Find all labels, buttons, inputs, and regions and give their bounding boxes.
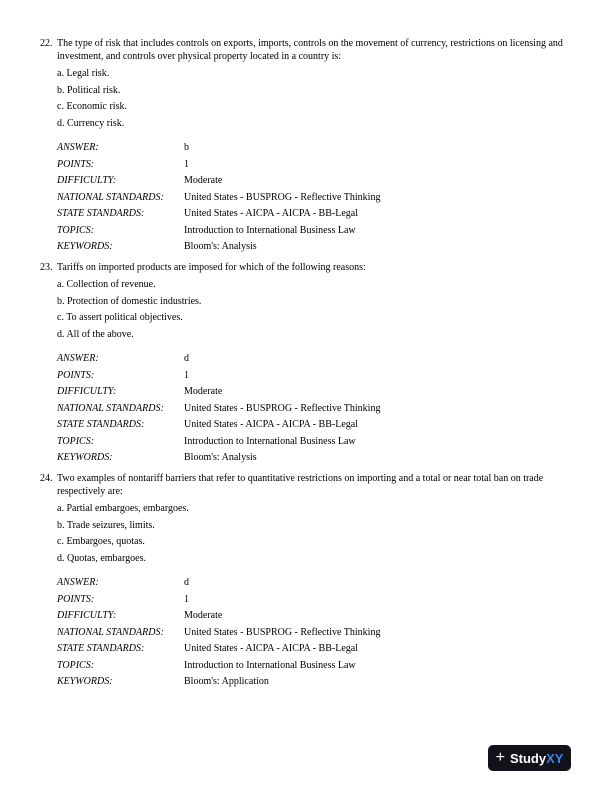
question-text: The type of risk that includes controls on exports, imports, controls on the movement of currency, restrictions on licensing and investment, and controls over physical property located in a country is: xyxy=(57,38,563,62)
meta-value: Introduction to International Business Law xyxy=(184,659,356,671)
question-number: 23. xyxy=(40,262,53,273)
option-d: d. Quotas, embargoes. xyxy=(57,552,146,564)
meta-value: d xyxy=(184,353,189,364)
question-24 xyxy=(40,472,580,691)
option-a: a. Partial embargoes, embargoes. xyxy=(57,503,189,514)
meta-value: Introduction to International Business Law xyxy=(184,224,356,236)
meta-label: DIFFICULTY: xyxy=(57,175,117,186)
metadata-table xyxy=(57,575,580,691)
question-number: 24. xyxy=(40,473,53,484)
meta-value: United States - BUSPROG - Reflective Thinking xyxy=(184,626,381,638)
option-a: a. Collection of revenue. xyxy=(57,279,156,290)
metadata-table xyxy=(57,140,580,256)
question-stem xyxy=(40,472,580,498)
meta-label: POINTS: xyxy=(57,369,95,381)
option-b: b. Protection of domestic industries. xyxy=(57,295,202,307)
meta-value: Bloom's: Application xyxy=(184,676,269,687)
question-text: Tariffs on imported products are imposed for which of the following reasons: xyxy=(57,262,366,273)
question-number: 22. xyxy=(40,38,53,49)
meta-row-topics xyxy=(57,434,580,451)
meta-row-points xyxy=(57,592,580,609)
meta-row-keywords xyxy=(57,239,580,256)
logo-wordmark xyxy=(510,751,563,766)
meta-label: ANSWER: xyxy=(57,142,99,153)
meta-row-state-standards xyxy=(57,641,580,658)
meta-label: KEYWORDS: xyxy=(57,676,113,687)
meta-value: Bloom's: Analysis xyxy=(184,241,257,252)
meta-value: United States - BUSPROG - Reflective Thinking xyxy=(184,191,381,203)
meta-row-national-standards xyxy=(57,190,580,207)
meta-value: 1 xyxy=(184,593,189,605)
meta-value: Moderate xyxy=(184,386,223,397)
option-c: c. To assert political objectives. xyxy=(57,312,183,323)
metadata-table xyxy=(57,351,580,467)
meta-label: NATIONAL STANDARDS: xyxy=(57,402,164,414)
meta-label: NATIONAL STANDARDS: xyxy=(57,626,164,638)
meta-row-answer xyxy=(57,140,580,157)
meta-row-difficulty xyxy=(57,608,580,625)
options-list xyxy=(57,66,580,132)
option-c: c. Embargoes, quotas. xyxy=(57,536,145,547)
meta-row-points xyxy=(57,368,580,385)
meta-row-answer xyxy=(57,575,580,592)
meta-row-keywords xyxy=(57,450,580,467)
option-c: c. Economic risk. xyxy=(57,101,127,112)
meta-row-answer xyxy=(57,351,580,368)
meta-value: 1 xyxy=(184,158,189,170)
meta-value: United States - AICPA - AICPA - BB-Legal xyxy=(184,208,358,219)
meta-label: DIFFICULTY: xyxy=(57,610,117,621)
plus-icon: + xyxy=(495,749,505,766)
meta-value: United States - AICPA - AICPA - BB-Legal xyxy=(184,643,358,654)
question-22 xyxy=(40,37,580,256)
meta-row-points xyxy=(57,157,580,174)
meta-label: STATE STANDARDS: xyxy=(57,643,145,654)
option-a: a. Legal risk. xyxy=(57,68,110,79)
question-stem xyxy=(40,261,580,274)
meta-value: Introduction to International Business Law xyxy=(184,435,356,447)
meta-label: ANSWER: xyxy=(57,577,99,588)
meta-value: United States - AICPA - AICPA - BB-Legal xyxy=(184,419,358,430)
meta-value: Moderate xyxy=(184,610,223,621)
meta-row-national-standards xyxy=(57,401,580,418)
meta-label: POINTS: xyxy=(57,158,95,170)
meta-label: STATE STANDARDS: xyxy=(57,208,145,219)
meta-row-keywords xyxy=(57,674,580,691)
meta-value: d xyxy=(184,577,189,588)
meta-label: TOPICS: xyxy=(57,659,95,671)
meta-label: STATE STANDARDS: xyxy=(57,419,145,430)
meta-row-difficulty xyxy=(57,384,580,401)
meta-row-state-standards xyxy=(57,206,580,223)
question-23 xyxy=(40,261,580,467)
meta-row-state-standards xyxy=(57,417,580,434)
meta-row-topics xyxy=(57,223,580,240)
meta-label: TOPICS: xyxy=(57,224,95,236)
options-list xyxy=(57,501,580,567)
question-stem xyxy=(40,37,580,63)
studyxy-logo[interactable] xyxy=(488,745,571,771)
option-d: d. Currency risk. xyxy=(57,117,125,129)
question-text: Two examples of nontariff barriers that refer to quantitative restrictions on importing and a total or near total ban on trade respectively are: xyxy=(57,473,544,497)
meta-row-national-standards xyxy=(57,625,580,642)
meta-value: Bloom's: Analysis xyxy=(184,452,257,463)
option-d: d. All of the above. xyxy=(57,328,134,340)
logo-word-xy: XY xyxy=(546,750,564,766)
logo-word-study: Study xyxy=(509,750,547,766)
meta-label: KEYWORDS: xyxy=(57,241,113,252)
meta-value: United States - BUSPROG - Reflective Thinking xyxy=(184,402,381,414)
meta-value: b xyxy=(184,142,189,153)
meta-value: 1 xyxy=(184,369,189,381)
meta-label: KEYWORDS: xyxy=(57,452,113,463)
option-b: b. Political risk. xyxy=(57,84,121,96)
meta-label: DIFFICULTY: xyxy=(57,386,117,397)
meta-label: ANSWER: xyxy=(57,353,99,364)
meta-value: Moderate xyxy=(184,175,223,186)
meta-label: NATIONAL STANDARDS: xyxy=(57,191,164,203)
meta-row-difficulty xyxy=(57,173,580,190)
option-b: b. Trade seizures, limits. xyxy=(57,519,155,531)
options-list xyxy=(57,277,580,343)
meta-row-topics xyxy=(57,658,580,675)
meta-label: TOPICS: xyxy=(57,435,95,447)
meta-label: POINTS: xyxy=(57,593,95,605)
